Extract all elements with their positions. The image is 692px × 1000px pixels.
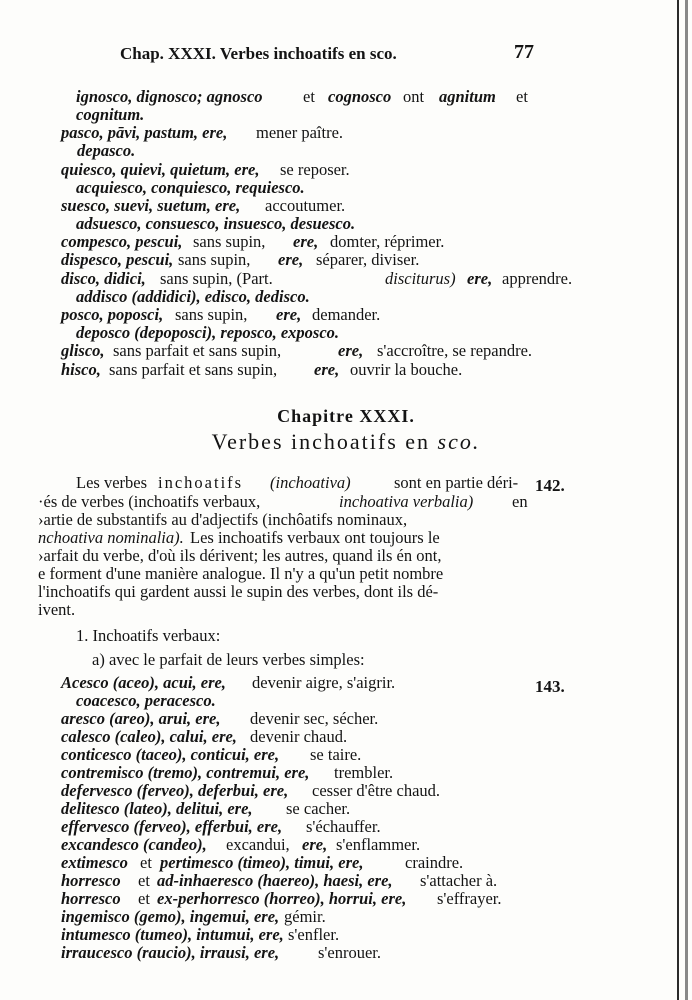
text-line: acquiesco, conquiesco, requiesco. xyxy=(76,178,305,197)
text-line: coacesco, peracesco. xyxy=(76,691,216,710)
text-line: Acesco (aceo), acui, ere, devenir aigre, s'aigrir. xyxy=(61,673,396,692)
text-line: disco, didici, sans supin, (Part. disciturus) ere, apprendre. xyxy=(61,269,573,288)
page-number: 77 xyxy=(514,41,534,63)
section-number: 142. xyxy=(535,476,565,495)
text-line: hisco, sans parfait et sans supin, ere, ouvrir la bouche. xyxy=(61,360,463,379)
text-line: adsuesco, consuesco, insuesco, desuesco. xyxy=(76,214,356,233)
text-line: glisco, sans parfait et sans supin, ere, s'accroître, se repandre. xyxy=(61,341,533,360)
text-line: dispesco, pescui, sans supin, ere, séparer, diviser. xyxy=(61,250,420,269)
section-heading: 1. Inchoatifs verbaux: xyxy=(76,626,221,645)
header-title: Chap. XXXI. Verbes inchoatifs en sco. xyxy=(120,44,397,63)
text-line: suesco, suevi, suetum, ere, accoutumer. xyxy=(61,196,346,215)
text-line: depasco. xyxy=(77,141,136,160)
text-line: conticesco (taceo), conticui, ere, se taire. xyxy=(61,745,362,764)
running-header xyxy=(120,41,540,70)
text-line: delitesco (lateo), delitui, ere, se cacher. xyxy=(61,799,351,818)
text-line: defervesco (ferveo), deferbui, ere, cesser d'être chaud. xyxy=(61,781,441,800)
chapter-subheading: Verbes inchoatifs en sco. xyxy=(211,429,481,454)
text-line: ›arfait du verbe, d'où ils dérivent; les autres, quand ils én ont, xyxy=(38,546,442,565)
text-line: aresco (areo), arui, ere, devenir sec, sécher. xyxy=(61,709,379,728)
text-line: effervesco (ferveo), efferbui, ere, s'échauffer. xyxy=(61,817,381,836)
text-line: ignosco, dignosco; agnosco et cognosco ont agnitum et xyxy=(76,87,528,106)
text-line: irraucesco (raucio), irrausi, ere, s'enrouer. xyxy=(61,943,381,962)
text-line: pasco, pāvi, pastum, ere, mener paître. xyxy=(61,123,344,142)
text-line: extimesco et pertimesco (timeo), timui, ere, craindre. xyxy=(61,853,464,872)
text-line: addisco (addidici), edisco, dedisco. xyxy=(76,287,310,306)
text-line: nchoativa nominalia). Les inchoatifs verbaux ont toujours le xyxy=(38,528,440,547)
text-line: excandesco (candeo), excandui, ere, s'enflammer. xyxy=(61,835,421,854)
text-line: compesco, pescui, sans supin, ere, domter, réprimer. xyxy=(61,232,445,251)
text-line: horresco et ad-inhaeresco (haereo), haesi, ere, s'attacher à. xyxy=(61,871,498,890)
text-line: calesco (caleo), calui, ere, devenir chaud. xyxy=(61,727,348,746)
text-line: intumesco (tumeo), intumui, ere, s'enfler. xyxy=(61,925,340,944)
text-line: ·és de verbes (inchoatifs verbaux, inchoativa verbalia) en xyxy=(38,492,528,511)
subsection-heading: a) avec le parfait de leurs verbes simples: xyxy=(92,650,365,669)
text-line: ingemisco (gemo), ingemui, ere, gémir. xyxy=(61,907,326,926)
text-line: l'inchoatifs qui gardent aussi le supin des verbes, dont ils dé- xyxy=(38,582,439,601)
section-number: 143. xyxy=(535,677,565,696)
text-line: cognitum. xyxy=(76,105,145,124)
text-line: ivent. xyxy=(38,600,76,619)
text-line: Les verbes inchoatifs (inchoativa) sont en partie déri- xyxy=(76,473,519,492)
text-line: e forment d'une manière analogue. Il n'y a qu'un petit nombre xyxy=(38,564,444,583)
text-line: quiesco, quievi, quietum, ere, se reposer. xyxy=(61,160,350,179)
text-line: posco, poposci, sans supin, ere, demander. xyxy=(61,305,381,324)
text-line: contremisco (tremo), contremui, ere, trembler. xyxy=(61,763,394,782)
chapter-heading: Chapitre XXXI. xyxy=(277,406,415,426)
text-line: deposco (depoposci), reposco, exposco. xyxy=(76,323,340,342)
text-line: horresco et ex-perhorresco (horreo), horrui, ere, s'effrayer. xyxy=(61,889,502,908)
text-line: ›artie de substantifs au d'adjectifs (inchôatifs nominaux, xyxy=(38,510,408,529)
